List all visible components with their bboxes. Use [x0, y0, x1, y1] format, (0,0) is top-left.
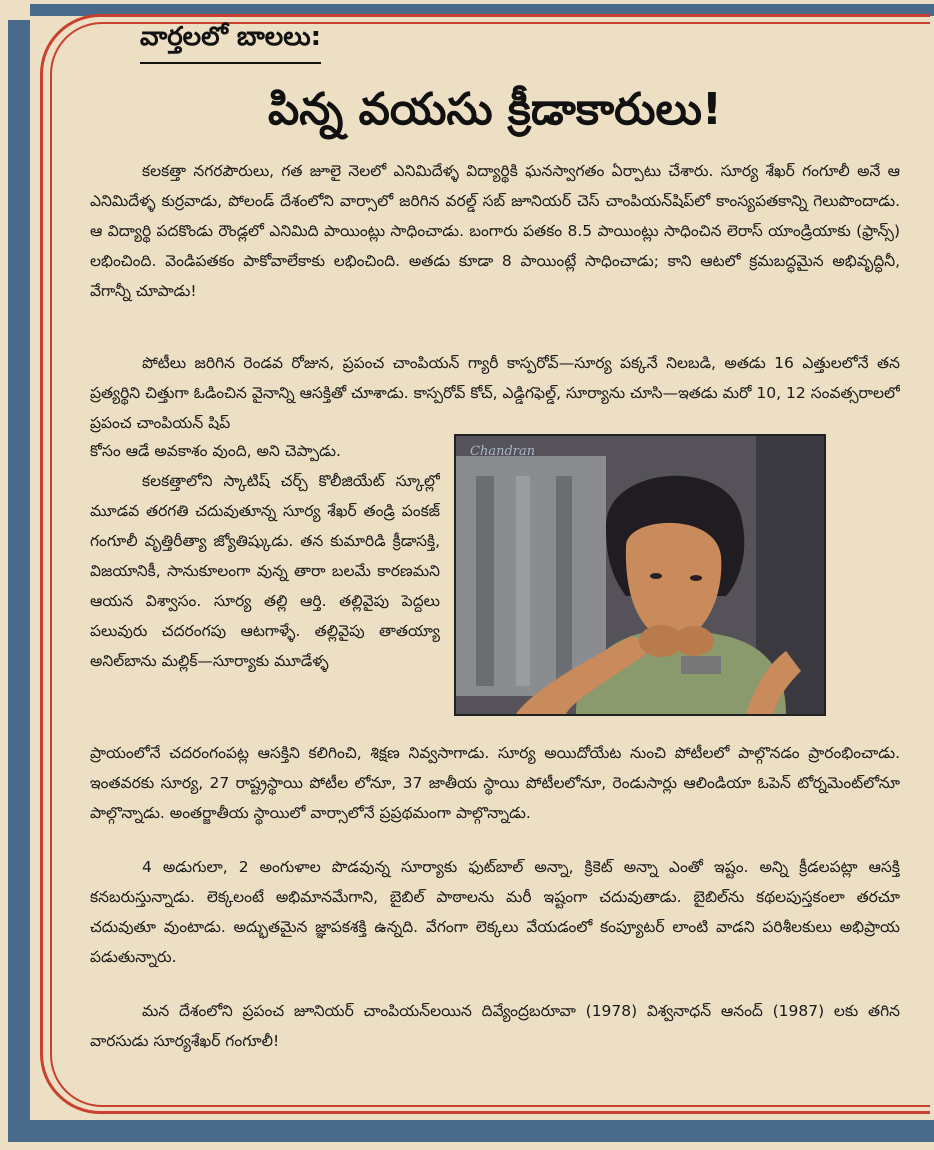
paragraph-4: 4 అడుగులా, 2 అంగుళాల పొడవున్న సూర్యాకు ఫుట్‌బాల్ అన్నా, క్రికెట్ అన్నా ఎంతో ఇష్టం. అన్ని క్రీడలపట్లా ఆసక్తి కనబరుస్తున్నాడు. లెక్కలంటే అభిమానమేగాని, బైబిల్ పాఠాలను మరీ ఇష్టంగా చదువుతాడు. బైబిల్‌ను కథలపుస్తకంలా తరచూ చదువుతూ వుంటాడు. అద్భుతమైన జ్ఞాపకశక్తి ఉన్నది. వేగంగా లెక్కలు వేయడంలో కంప్యూటర్ లాంటి వాడని పరిశీలకులు అభిప్రాయ పడుతున్నారు. — [90, 858, 900, 966]
boy-photo — [454, 434, 826, 716]
paragraph-2: పోటీలు జరిగిన రెండవ రోజున, ప్రపంచ చాంపియన్ గ్యారీ కాస్పరోవ్—సూర్య పక్కనే నిలబడి, అతడు 16 ఎత్తులలోనే తన ప్రత్యర్థిని చిత్తుగా ఓడించిన వైనాన్ని ఆసక్తితో చూశాడు. కాస్పరోవ్ కోచ్, ఎడ్డిగఫెల్డ్, సూర్యాను చూసి—ఇతడు మరో 10, 12 సంవత్సరాలలో ప్రపంచ చాంపియన్ షిప్ — [90, 354, 900, 432]
frame-border-left — [8, 20, 30, 1120]
paragraph-3-continued: ప్రాయంలోనే చదరంగంపట్ల ఆసక్తిని కలిగించి, శిక్షణ నివ్వసాగాడు. సూర్య అయిదోయేట నుంచి పోటీలలో పాల్గొనడం ప్రారంభించాడు. ఇంతవరకు సూర్య, 27 రాష్ట్రస్థాయి పోటీల లోనూ, 37 జాతీయ స్థాయి పోటీలలోనూ, రెండుసార్లు ఆలిండియా ఓపెన్ టోర్నమెంట్‌లోనూ పాల్గొన్నాడు. అంతర్జాతీయ స్థాయిలో వార్సాలోనే ప్రప్రథమంగా పాల్గొన్నాడు. — [90, 744, 900, 822]
boy-illustration — [456, 436, 824, 714]
section-tag: వార్తలలో బాలలు: — [140, 22, 321, 64]
paragraph-3: కలకత్తాలోని స్కాటిష్ చర్చ్ కొలీజియేట్ స్కూల్లో మూడవ తరగతి చదువుతూన్న సూర్య శేఖర్ తండ్రి పంకజ్ గంగూలీ వృత్తిరీత్యా జ్యోతిష్కుడు. తన కుమారిడి క్రీడాసక్తి, విజయానికీ, సానుకూలంగా వున్న తారా బలమే కారణమని ఆయన విశ్వాసం. సూర్య తల్లి ఆర్తి. తల్లివైపు పెద్దలు పలువురు చదరంగపు ఆటగాళ్ళే. తల్లివైపు తాతయ్యా అనిల్‌బాను మల్లిక్—సూర్యాకు మూడేళ్ళ — [90, 472, 440, 670]
article-headline: పిన్న వయసు క్రీడాకారులు! — [268, 84, 722, 135]
paragraph-1: కలకత్తా నగరపౌరులు, గత జూలై నెలలో ఎనిమిదేళ్ళ విద్యార్థికి ఘనస్వాగతం ఏర్పాటు చేశారు. సూర్య శేఖర్ గంగూలీ అనే ఆ ఎనిమిదేళ్ళ కుర్రవాడు, పోలండ్ దేశంలోని వార్సాలో జరిగిన వరల్డ్ సబ్ జూనియర్ చెస్ చాంపియన్‌షిప్‌లో కాంస్యపతకాన్ని గెలుపొందాడు. ఆ విద్యార్థి పదకొండు రౌండ్లలో ఎనిమిది పాయింట్లు సాధించాడు. బంగారు పతకం 8.5 పాయింట్లు సాధించిన లెరాస్ యాండ్రియాకు (ఫ్రాన్స్) లభించింది. వెండిపతకం పాకోవాలేకాకు లభించింది. అతడు కూడా 8 పాయింట్లే సాధించాడు; కాని ఆటలో క్రమబద్ధమైన అభివృద్ధినీ, వేగాన్నీ చూపాడు! — [90, 162, 900, 300]
photo-credit: Chandran — [470, 444, 536, 459]
frame-border-bottom — [8, 1120, 934, 1142]
paragraph-2-end: కోసం ఆడే అవకాశం వుంది, అని చెప్పాడు. — [90, 442, 341, 460]
paragraph-5: మన దేశంలోని ప్రపంచ జూనియర్ చాంపియన్‌లయిన దివ్యేంద్రబరూవా (1978) విశ్వనాధన్ ఆనంద్ (1987) లకు తగిన వారసుడు సూర్యశేఖర్ గంగూలీ! — [90, 1002, 900, 1050]
